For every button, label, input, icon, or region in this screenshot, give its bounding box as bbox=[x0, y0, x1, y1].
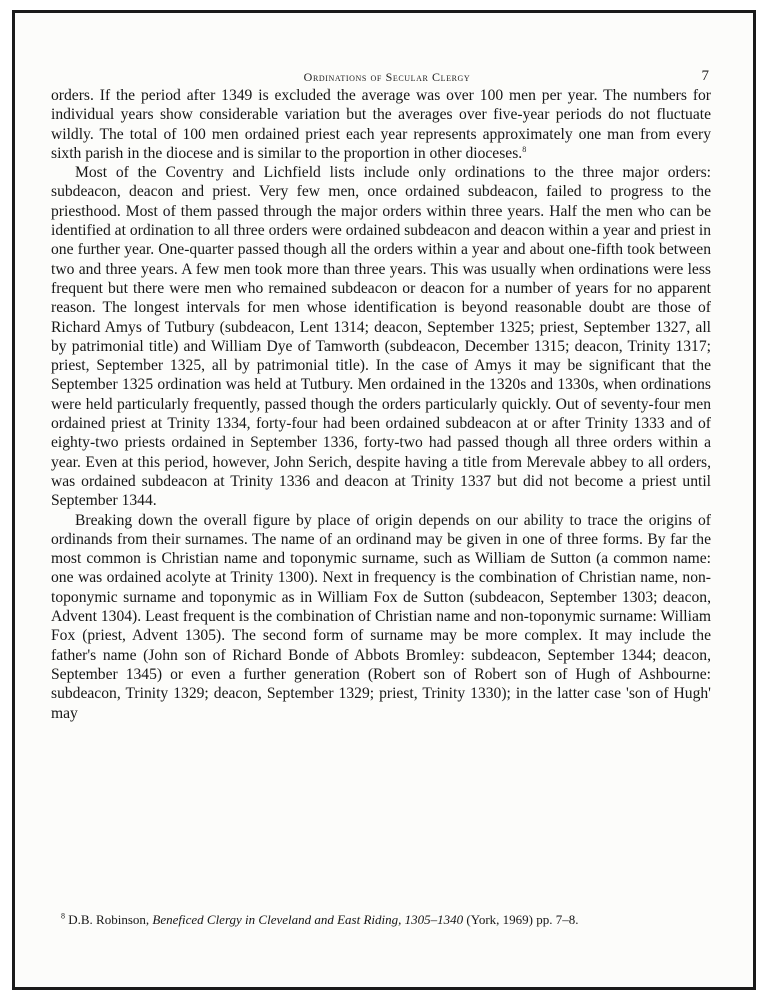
page-number: 7 bbox=[701, 68, 709, 84]
footnote-author: D.B. Robinson, bbox=[68, 912, 150, 927]
paragraph-1-text: orders. If the period after 1349 is excluded the average was over 100 men per year. The numbers for individual years show considerable variation but the averages over five-year periods do not fluctuate wildly. The total of 100 men ordained priest each year represents approximately one man from every sixth parish in the diocese and is similar to the proportion in other dioceses. bbox=[51, 87, 711, 162]
footnote-marker: 8 bbox=[61, 911, 65, 921]
footnote-title: Beneficed Clergy in Cleveland and East Riding, 1305–1340 bbox=[152, 912, 464, 927]
running-title: Ordinations of Secular Clergy bbox=[303, 70, 471, 84]
footnote bbox=[51, 912, 711, 928]
footnote-details: (York, 1969) pp. 7–8. bbox=[466, 912, 579, 927]
footnote-ref: 8 bbox=[522, 144, 527, 154]
paragraph-3: Breaking down the overall figure by place of origin depends on our ability to trace the origins of ordinands from their surnames. The name of an ordinand may be given in one of three forms. By far the most common is Christian name and toponymic surname, such as William de Sutton (a common name: one was ordained acolyte at Trinity 1300). Next in frequency is the combination of Christian name, non-toponymic surname and toponymic as in William Fox de Sutton (subdeacon, September 1303; deacon, Advent 1304). Least frequent is the combination of Christian name and non-toponymic surname: William Fox (priest, Advent 1305). The second form of surname may be more complex. It may include the father's name (John son of Richard Bonde of Abbots Bromley: subdeacon, September 1344; deacon, September 1345) or even a further generation (Robert son of Robert son of Hugh of Ashbourne: subdeacon, Trinity 1329; deacon, September 1329; priest, Trinity 1330); in the latter case 'son of Hugh' may bbox=[51, 511, 711, 722]
paragraph-2: Most of the Coventry and Lichfield lists include only ordinations to the three major orders: subdeacon, deacon and priest. Very few men, once ordained subdeacon, failed to progress to the priesthood. Most of them passed through the major orders within three years. Half the men who can be identified at ordination to all three orders were ordained subdeacon and deacon within a year and priest in one further year. One-quarter passed though all the orders within a year and about one-fifth took between two and three years. A few men took more than three years. This was usually when ordinations were less frequent but there were men who remained subdeacon or deacon for a number of years for no apparent reason. The longest intervals for men whose identification is beyond reasonable doubt are those of Richard Amys of Tutbury (subdeacon, Lent 1314; deacon, September 1325; priest, September 1327, all by patrimonial title) and William Dye of Tamworth (subdeacon, December 1315; deacon, Trinity 1317; priest, September 1325, all by patrimonial title). In the case of Amys it may be significant that the September 1325 ordination was held at Tutbury. Men ordained in the 1320s and 1330s, when ordinations were held particularly frequently, passed though the orders particularly quickly. Out of seventy-four men ordained priest at Trinity 1334, forty-four had been ordained subdeacon at or after Trinity 1333 and of eighty-two priests ordained in September 1336, forty-two had passed though all three orders within a year. Even at this period, however, John Serich, despite having a title from Merevale abbey to all orders, was ordained subdeacon at Trinity 1336 and deacon at Trinity 1337 but did not become a priest until September 1344. bbox=[51, 164, 711, 510]
paragraph-1 bbox=[51, 86, 711, 163]
body-text bbox=[51, 86, 711, 723]
footnote-8 bbox=[51, 912, 711, 928]
